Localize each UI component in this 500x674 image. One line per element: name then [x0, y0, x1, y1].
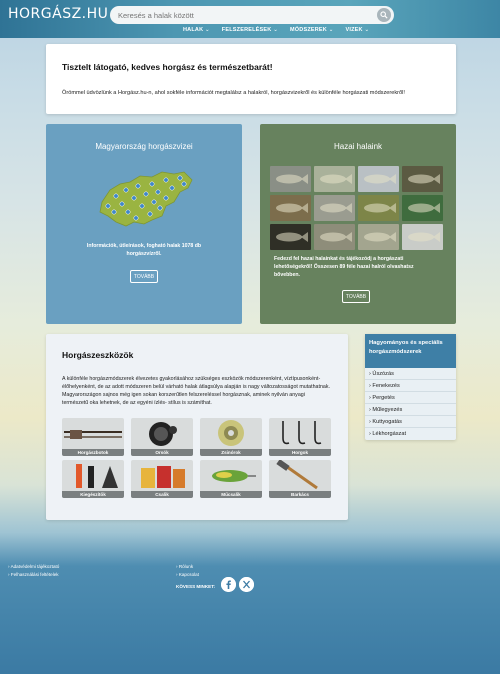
fish-icon: [358, 224, 399, 250]
gear-tile-lures[interactable]: [200, 460, 262, 498]
waters-title: Magyarország horgászvizei: [95, 142, 193, 151]
gear-tile-label: Csalik: [131, 491, 193, 498]
tool-icon: [269, 460, 331, 491]
gear-tile-lines[interactable]: [200, 418, 262, 456]
fish-photo-7[interactable]: [358, 195, 399, 221]
gear-tile-reels[interactable]: [131, 418, 193, 456]
fish-icon: [270, 224, 311, 250]
fish-photo-3[interactable]: [358, 166, 399, 192]
facebook-icon: [221, 577, 236, 592]
fish-photo-1[interactable]: [270, 166, 311, 192]
gear-tile-label: Zsinórok: [200, 449, 262, 456]
footer-link-privacy[interactable]: › Adatvédelmi tájékoztató: [8, 564, 59, 569]
fish-icon: [402, 224, 443, 250]
facebook-button[interactable]: [221, 577, 236, 592]
fish-photo-9[interactable]: [270, 224, 311, 250]
reel-icon: [131, 418, 193, 449]
bait-jar-icon: [131, 460, 193, 491]
fish-photo-4[interactable]: [402, 166, 443, 192]
main-nav: [183, 27, 369, 33]
fish-text: Fedezd fel hazai halainkat és tájékozódj a horgászati lehetőségekről! Összesen 89 féle hazai halról olvashatsz bővebben.: [274, 256, 414, 279]
welcome-text: Örömmel üdvözlünk a Horgász.hu-n, ahol sokféle információt megtalálsz a halakról, horgászvizekről és különféle horgászati módszerekről!: [62, 89, 405, 96]
footer-follow-label: KÖVESS MINKET:: [176, 584, 216, 589]
footer-link-terms[interactable]: › Felhasználási feltételek: [8, 572, 59, 577]
fish-icon: [314, 224, 355, 250]
gear-tile-diy[interactable]: [269, 460, 331, 498]
float-icon: [62, 460, 124, 491]
gear-tile-label: Barkács: [269, 491, 331, 498]
nav-item-felszerelesek[interactable]: FELSZERELÉSEK ⌄: [222, 27, 278, 33]
fish-icon: [358, 195, 399, 221]
waters-text: Információk, útleírások, fogható halak 1078 db horgászvízről.: [86, 243, 202, 258]
methods-menu: [365, 334, 456, 440]
hook-icon: [269, 418, 331, 449]
fish-icon: [402, 166, 443, 192]
x-twitter-icon: [239, 577, 254, 592]
fish-title: Hazai halaink: [333, 142, 383, 151]
gear-tile-baits[interactable]: [131, 460, 193, 498]
gear-tile-label: Horgászbotok: [62, 449, 124, 456]
fish-more-button[interactable]: TOVÁBB: [342, 290, 370, 303]
search-button[interactable]: [377, 8, 391, 22]
fish-icon: [314, 195, 355, 221]
methods-item-pergetes[interactable]: › Pergetés: [365, 392, 456, 404]
fishing-rod-icon: [62, 418, 124, 449]
methods-item-fenekezes[interactable]: › Fenekezés: [365, 380, 456, 392]
fish-photo-5[interactable]: [270, 195, 311, 221]
waters-more-button[interactable]: TOVÁBB: [130, 270, 158, 283]
gear-tile-hooks[interactable]: [269, 418, 331, 456]
fish-icon: [270, 166, 311, 192]
fish-icon: [270, 195, 311, 221]
methods-item-mulegyezes[interactable]: › Műlegyezés: [365, 404, 456, 416]
welcome-box: [46, 44, 456, 114]
fish-photo-8[interactable]: [402, 195, 443, 221]
fish-photo-12[interactable]: [402, 224, 443, 250]
x-twitter-button[interactable]: [239, 577, 254, 592]
fish-photo-11[interactable]: [358, 224, 399, 250]
gear-tile-label: Orsók: [131, 449, 193, 456]
gear-title: Horgászeszközök: [62, 350, 134, 360]
fish-icon: [358, 166, 399, 192]
gear-section: [46, 334, 348, 520]
fish-photo-2[interactable]: [314, 166, 355, 192]
methods-item-kuttyogatas[interactable]: › Kuttyogatás: [365, 416, 456, 428]
hungary-map-icon[interactable]: [96, 168, 196, 230]
site-header: [0, 0, 500, 38]
footer-link-contact[interactable]: › Kapcsolat: [176, 572, 199, 577]
gear-tile-rods[interactable]: [62, 418, 124, 456]
gear-tile-label: Kiegészítők: [62, 491, 124, 498]
welcome-title: Tisztelt látogató, kedves horgász és természetbarát!: [62, 62, 273, 72]
nav-item-vizek[interactable]: VIZEK ⌄: [346, 27, 370, 33]
lure-icon: [200, 460, 262, 491]
search-input[interactable]: [110, 6, 394, 24]
methods-menu-title: Hagyományos és speciális horgászmódszerek: [365, 334, 456, 368]
fish-photo-grid: [270, 166, 444, 250]
gear-tile-label: Műcsalik: [200, 491, 262, 498]
line-spool-icon: [200, 418, 262, 449]
site-logo[interactable]: HORGÁSZ.HU: [8, 6, 109, 22]
footer-link-about[interactable]: › Rólunk: [176, 564, 193, 569]
gear-tile-accessories[interactable]: [62, 460, 124, 498]
fish-icon: [402, 195, 443, 221]
search-icon: [380, 11, 388, 19]
gear-tile-label: Horgok: [269, 449, 331, 456]
fish-photo-10[interactable]: [314, 224, 355, 250]
fish-icon: [314, 166, 355, 192]
nav-item-modszerek[interactable]: MÓDSZEREK ⌄: [290, 27, 334, 33]
gear-text: A különféle horgászmódszerek élvezetes gyakorlásához szükséges eszközök módszerenként, víztípusonként-élőhelyenként, de az adott módszeren belül várható halak átlagsúlya alapján is nagy változatosságot mutathatnak. Magyarországon sajnos még igen sokan korszerűtlen felszereléssel horgásznak, aminek nyilván anyagi természetű oka lehetnek, de az egyéni ízlés- stílus is számíthat.: [62, 376, 330, 406]
methods-item-uszozas[interactable]: › Úszózás: [365, 368, 456, 380]
nav-item-halak[interactable]: HALAK ⌄: [183, 27, 210, 33]
fish-photo-6[interactable]: [314, 195, 355, 221]
methods-item-lekhorgaszat[interactable]: › Lékhorgászat: [365, 428, 456, 440]
